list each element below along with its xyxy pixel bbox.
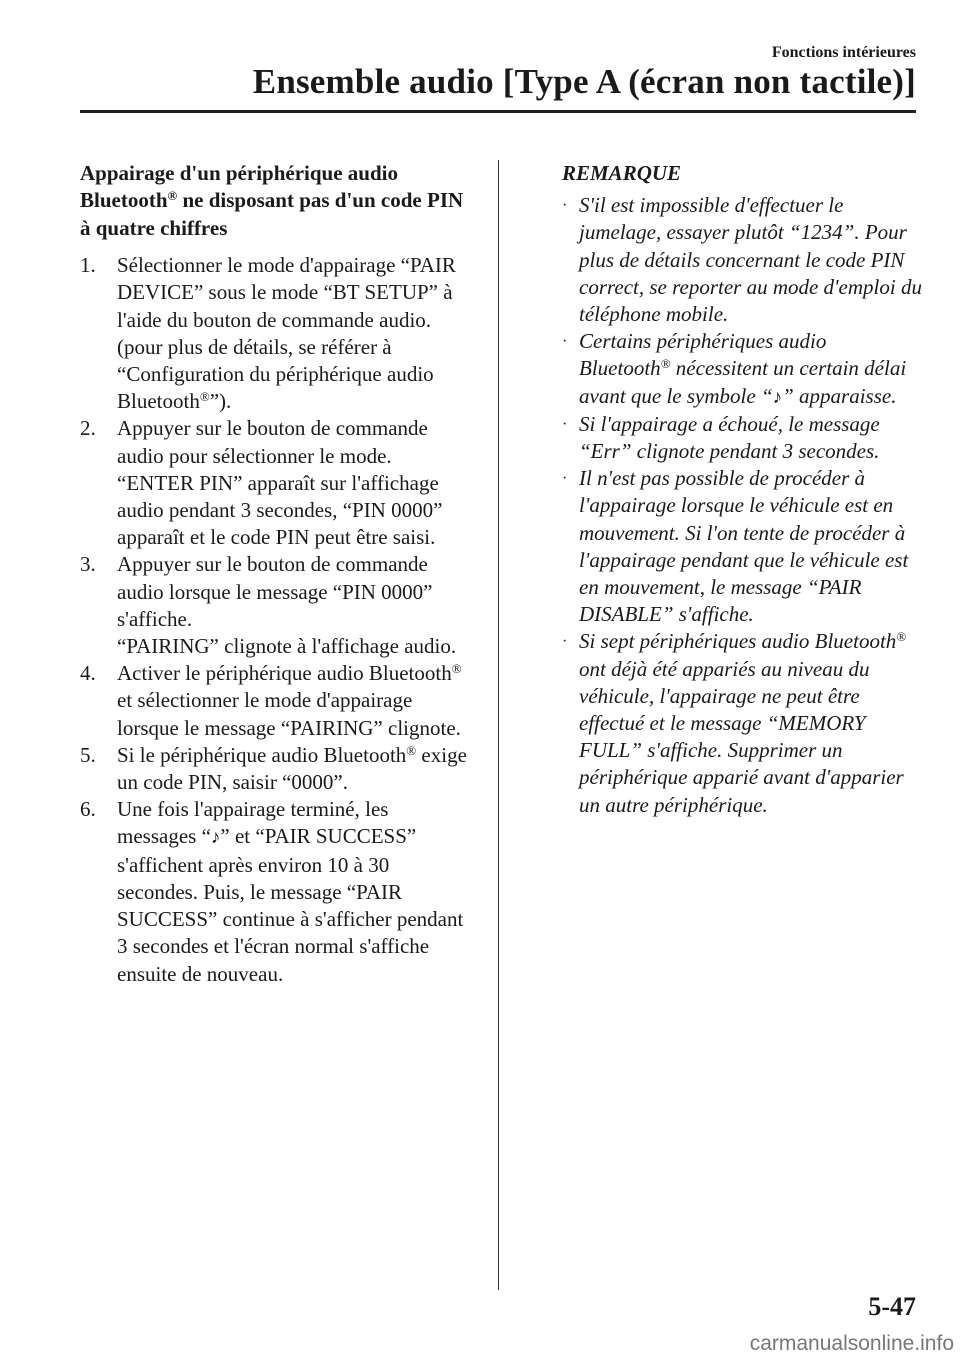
note-text: Si l'appairage a échoué, le message “Err” clignote pendant 3 secondes. — [579, 411, 880, 464]
step-number: 5. — [80, 742, 96, 767]
bullet: · — [562, 333, 568, 351]
step-item — [80, 252, 472, 415]
note-item — [562, 411, 922, 465]
note-item — [562, 328, 922, 411]
step-text: Appuyer sur le bouton de commande audio pour sélectionner le mode. “ENTER PIN” apparaît sur l'affichage audio pendant 3 secondes, “PIN 0000” apparaît et le code PIN peut être saisi. — [117, 416, 443, 550]
step-text: Activer le périphérique audio Bluetooth® et sélectionner le mode d'appairage lorsque le message “PAIRING” clignote. — [117, 661, 462, 740]
note-title: REMARQUE — [562, 161, 682, 185]
step-text: Si le périphérique audio Bluetooth® exige un code PIN, saisir “0000”. — [117, 742, 467, 795]
note-text: Si sept périphériques audio Bluetooth® ont déjà été appariés au niveau du véhicule, l'appairage ne peut être effectué et le message “MEMORY FULL” s'affiche. Supprimer un périphérique apparié avant d'apparier un autre périphérique. — [579, 629, 907, 817]
note-list — [562, 192, 922, 819]
note-text: S'il est impossible d'effectuer le jumelage, essayer plutôt “1234”. Pour plus de détails concernant le code PIN correct, se reporter au mode d'emploi du téléphone mobile. — [579, 193, 922, 327]
note-item — [562, 628, 922, 818]
bluetooth-audio-icon: ♪ — [210, 827, 221, 849]
note-item — [562, 192, 922, 328]
bluetooth-audio-icon: ♪ — [772, 386, 783, 408]
step-item — [80, 551, 472, 660]
step-text: Appuyer sur le bouton de commande audio lorsque le message “PIN 0000” s'affiche. “PAIRING” clignote à l'affichage audio. — [117, 552, 457, 659]
step-text: Une fois l'appairage terminé, les messages “♪” et “PAIR SUCCESS” s'affichent après environ 10 à 30 secondes. Puis, le message “PAIR SUCCESS” continue à s'afficher pendant 3 secondes et l'écran normal s'affiche ensuite de nouveau. — [117, 797, 464, 986]
page-number: 5-47 — [868, 1292, 916, 1321]
bullet: · — [562, 633, 568, 651]
registered-mark: ® — [167, 188, 178, 204]
step-item — [80, 796, 472, 987]
step-number: 4. — [80, 661, 96, 686]
step-number: 6. — [80, 797, 96, 822]
bullet: · — [562, 197, 568, 215]
step-item — [80, 415, 472, 551]
registered-mark: ® — [406, 742, 417, 758]
bullet: · — [562, 415, 568, 433]
left-column — [80, 160, 472, 988]
footer-watermark: carmanualsonline.info — [749, 1332, 954, 1355]
step-item — [80, 660, 472, 742]
step-item — [80, 742, 472, 796]
header-rule — [80, 110, 916, 113]
bullet: · — [562, 470, 568, 488]
step-text: Sélectionner le mode d'appairage “PAIR DEVICE” sous le mode “BT SETUP” à l'aide du bouton de commande audio. (pour plus de détails, se référer à “Configuration du périphérique audio Bluetooth®”). — [117, 253, 456, 414]
page-title: Ensemble audio [Type A (écran non tactile)] — [252, 62, 916, 101]
step-number: 1. — [80, 253, 96, 278]
note-item — [562, 465, 922, 628]
section-heading: Appairage d'un périphérique audio Bluetooth® ne disposant pas d'un code PIN à quatre chiffres — [80, 161, 464, 240]
registered-mark: ® — [451, 661, 462, 677]
right-column — [562, 160, 922, 819]
step-number: 2. — [80, 416, 96, 441]
step-list — [80, 252, 472, 987]
registered-mark: ® — [896, 629, 907, 645]
note-text: Certains périphériques audio Bluetooth® nécessitent un certain délai avant que le symbole “♪” apparaisse. — [579, 329, 907, 408]
registered-mark: ® — [199, 389, 210, 405]
column-divider — [498, 160, 499, 1290]
note-text: Il n'est pas possible de procéder à l'appairage lorsque le véhicule est en mouvement. Si l'on tente de procéder à l'appairage pendant que le véhicule est en mouvement, le message “PAIR DISABLE” s'affiche. — [579, 466, 909, 627]
registered-mark: ® — [660, 356, 671, 372]
step-number: 3. — [80, 552, 96, 577]
section-label: Fonctions intérieures — [771, 44, 916, 61]
